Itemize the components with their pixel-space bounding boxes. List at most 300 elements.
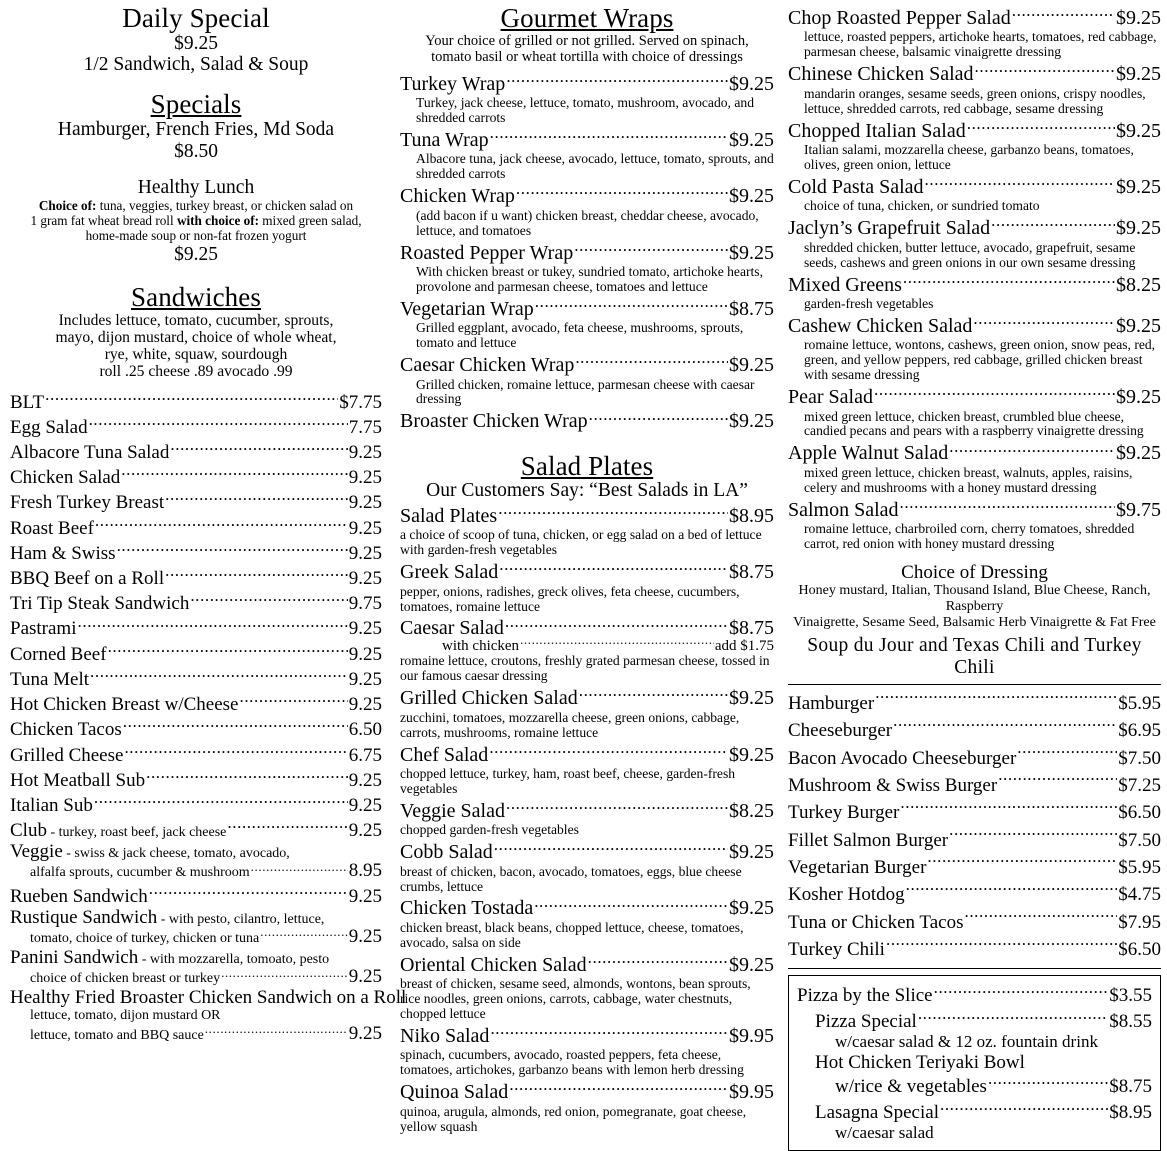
- dot-leader: [117, 540, 348, 559]
- item-price: $9.25: [1116, 119, 1161, 142]
- menu-item-row: [400, 1022, 774, 1048]
- dot-leader: [1012, 4, 1115, 24]
- panini-name: Panini Sandwich: [10, 947, 139, 969]
- item-name: Roasted Pepper Wrap: [400, 241, 574, 264]
- dot-leader: [886, 936, 1117, 955]
- item-price: 7.75: [348, 416, 382, 438]
- dot-leader: [906, 881, 1118, 900]
- item-name: Caesar Salad: [400, 617, 504, 640]
- dot-leader: [949, 439, 1115, 459]
- menu-item-row: [400, 182, 774, 208]
- burger-list: [788, 690, 1161, 964]
- item-price: 9.25: [348, 618, 382, 640]
- dot-leader: [975, 60, 1115, 80]
- addon-price: add $1.75: [714, 637, 774, 654]
- menu-item-row: [788, 881, 1161, 908]
- salad-plate-list: [400, 502, 774, 1135]
- item-name: Chop Roasted Pepper Salad: [788, 7, 1011, 29]
- menu-item-row: [10, 590, 382, 615]
- menu-item-panini: [10, 948, 382, 988]
- dot-leader: [165, 489, 348, 508]
- menu-item-club: [10, 817, 382, 842]
- dot-leader: [903, 271, 1115, 291]
- menu-item-broaster-chicken-sandwich: [10, 987, 407, 1045]
- dressing-line-2: Vinaigrette, Sesame Seed, Balsamic Herb Vinaigrette & Fat Free: [793, 615, 1156, 631]
- item-price: $9.25: [729, 841, 774, 864]
- menu-item-row: [400, 684, 774, 710]
- dot-leader: [498, 502, 728, 522]
- item-name: Tuna Melt: [10, 668, 90, 690]
- item-price: 9.25: [348, 492, 382, 514]
- item-description: chopped lettuce, turkey, ham, roast beef, cheese, garden-fresh vegetables: [400, 765, 736, 796]
- panini-price: 9.25: [348, 966, 382, 988]
- dot-leader: [949, 827, 1117, 846]
- club-price: 9.25: [348, 820, 382, 842]
- item-name: Cashew Chicken Salad: [788, 314, 973, 337]
- dot-leader: [494, 838, 728, 858]
- item-name: Chicken Salad: [10, 467, 121, 489]
- dot-leader: [1017, 745, 1117, 764]
- item-price: $9.25: [729, 410, 774, 433]
- item-price: $9.95: [729, 1025, 774, 1048]
- addon-row: [400, 635, 774, 655]
- dot-leader: [121, 464, 347, 483]
- menu-item-row: [400, 70, 774, 96]
- item-description: Turkey, jack cheese, lettuce, tomato, mushroom, avocado, and shredded carrots: [416, 95, 754, 125]
- item-description: shredded chicken, butter lettuce, avocado, grapefruit, sesame seeds, cashews and green onions in our own sesame dressing: [804, 239, 1136, 270]
- dot-leader: [940, 1099, 1108, 1118]
- veggie-sub1: - swiss & jack cheese, tomato, avocado,: [62, 846, 290, 862]
- item-name: Mushroom & Swiss Burger: [788, 774, 998, 796]
- addon-label: with chicken: [442, 637, 520, 654]
- item-name: Apple Walnut Salad: [788, 442, 949, 465]
- menu-item-row: [10, 565, 382, 590]
- dressing-title: Choice of Dressing: [901, 562, 1048, 584]
- item-price: 9.25: [348, 769, 382, 791]
- item-price: 9.25: [348, 441, 382, 463]
- item-price: 9.25: [348, 694, 382, 716]
- broaster-sub2: lettuce, tomato and BBQ sauce: [30, 1027, 204, 1043]
- item-price: $9.25: [1116, 442, 1161, 465]
- daily-special-price: $9.25: [174, 32, 218, 54]
- menu-item-lasagna-special: [797, 1099, 1152, 1124]
- item-price: $8.25: [729, 799, 774, 822]
- item-price: 9.25: [348, 568, 382, 590]
- menu-item-row: [788, 117, 1161, 143]
- item-description: Grilled eggplant, avocado, feta cheese, mushrooms, sprouts, tomato and lettuce: [416, 320, 744, 351]
- menu-item-row: [400, 351, 774, 377]
- menu-item-row: [788, 909, 1161, 936]
- lasagna-price: $8.95: [1109, 1101, 1152, 1123]
- item-price: $9.25: [1116, 217, 1161, 240]
- dot-leader: [579, 684, 728, 704]
- menu-item-row: [10, 615, 382, 640]
- menu-item-row: [10, 414, 382, 439]
- item-description: choice of tuna, chicken, or sundried tomato: [804, 198, 1040, 214]
- menu-item-teriyaki-bowl: [797, 1073, 1152, 1098]
- veggie-name: Veggie: [10, 841, 63, 863]
- rustique-sub2: tomato, choice of turkey, chicken or tuna: [30, 930, 260, 946]
- item-name: Hot Meatball Sub: [10, 769, 146, 791]
- item-description: zucchini, tomatoes, mozzarella cheese, green onions, cabbage, carrots, mushrooms, romaine lettuce: [400, 709, 740, 740]
- item-name: Tuna Wrap: [400, 128, 489, 151]
- item-name: Hamburger: [788, 692, 875, 714]
- menu-item-row: [10, 439, 382, 464]
- item-name: Quinoa Salad: [400, 1081, 509, 1104]
- healthy-lunch-line3: home-made soup or non-fat frozen yogurt: [85, 228, 307, 244]
- item-name: Turkey Wrap: [400, 72, 506, 95]
- dot-leader: [108, 641, 348, 660]
- menu-item-row: [788, 496, 1161, 522]
- right-salad-list: [788, 4, 1161, 552]
- dot-leader: [967, 117, 1115, 137]
- menu-item-row: [400, 502, 774, 528]
- item-name: Turkey Chili: [788, 939, 885, 961]
- divider-rule: [788, 684, 1161, 685]
- salad-plates-title: Salad Plates: [520, 450, 654, 481]
- rustique-name: Rustique Sandwich: [10, 906, 158, 928]
- dot-leader: [190, 590, 347, 609]
- dot-leader: [260, 928, 348, 942]
- teriyaki-desc: w/rice & vegetables: [835, 1076, 987, 1098]
- dot-leader: [239, 691, 347, 710]
- item-description: lettuce, roasted peppers, artichoke hearts, tomatoes, red cabbage, parmesan cheese, balsamic vinaigrette dressing: [804, 29, 1157, 60]
- panini-sub1: - with mozzarella, tomoato, pesto: [138, 952, 330, 968]
- menu-item-pizza-by-the-slice: [797, 982, 1152, 1007]
- item-description: breast of chicken, sesame seed, almonds, wontons, bean sprouts, rice noodles, green onions, carrots, cabbage, water chestnuts, chopped lettuce: [400, 976, 751, 1022]
- item-name: Fresh Turkey Breast: [10, 492, 165, 514]
- menu-item-row: [10, 489, 382, 514]
- item-name: Tuna or Chicken Tacos: [788, 911, 964, 933]
- item-price: $8.95: [729, 504, 774, 527]
- healthy-lunch-line2-bold: with choice of:: [176, 213, 259, 229]
- dot-leader: [575, 351, 728, 371]
- item-description: spinach, cucumbers, avocado, roasted peppers, feta cheese, tomatoes, artichokes, garbanzo beans with lemon herb dressing: [400, 1047, 744, 1078]
- item-name: Cold Pasta Salad: [788, 175, 924, 198]
- menu-item-row: [788, 439, 1161, 465]
- item-price: $9.25: [1116, 63, 1161, 86]
- menu-item-row: [788, 745, 1161, 772]
- item-description: a choice of scoop of tuna, chicken, or egg salad on a bed of lettuce with garden-fresh vegetables: [400, 527, 762, 558]
- dot-leader: [520, 635, 714, 650]
- menu-item-row: [400, 558, 774, 584]
- dot-leader: [991, 214, 1115, 234]
- item-description: With chicken breast or tukey, sundried tomato, artichoke hearts, provolone and parmesan cheese, tomatoes and lettuce: [416, 263, 763, 294]
- dot-leader: [934, 982, 1109, 1001]
- item-name: Salad Plates: [400, 504, 498, 527]
- item-name: Broaster Chicken Wrap: [400, 410, 588, 433]
- menu-item-row: [788, 60, 1161, 86]
- healthy-lunch-line2-a: 1 gram fat wheat bread roll: [30, 213, 177, 229]
- menu-item-row: [10, 540, 382, 565]
- dot-leader: [94, 792, 348, 811]
- item-name: Italian Sub: [10, 795, 93, 816]
- dot-leader: [918, 1008, 1108, 1027]
- item-price: 9.25: [348, 467, 382, 489]
- item-price: $9.25: [1116, 386, 1161, 409]
- item-name: Hot Chicken Breast w/Cheese: [10, 694, 239, 716]
- menu-item-row: [10, 515, 382, 540]
- broaster-name: Healthy Fried Broaster Chicken Sandwich on a Roll: [10, 987, 407, 1009]
- item-name: Cobb Salad: [400, 841, 493, 864]
- sandwiches-note-1: Includes lettuce, tomato, cucumber, sprouts,: [58, 311, 334, 329]
- dot-leader: [490, 126, 728, 146]
- dot-leader: [964, 909, 1117, 928]
- item-price: 6.75: [348, 744, 382, 766]
- dot-leader: [146, 767, 348, 786]
- item-price: $4.75: [1118, 884, 1161, 906]
- rueben-name: Rueben Sandwich: [10, 885, 148, 907]
- menu-item-row: [10, 767, 382, 792]
- dot-leader: [45, 389, 338, 408]
- lasagna-desc: w/caesar salad: [835, 1122, 934, 1142]
- item-price: 9.75: [348, 593, 382, 615]
- item-price: $8.75: [729, 617, 774, 640]
- item-price: $7.50: [1118, 829, 1161, 851]
- item-price: $9.25: [1116, 314, 1161, 337]
- gourmet-wraps-title: Gourmet Wraps: [500, 3, 674, 33]
- dot-leader: [900, 799, 1117, 818]
- item-name: Kosher Hotdog: [788, 884, 905, 906]
- item-name: Chicken Wrap: [400, 185, 515, 208]
- menu-item-row: [788, 772, 1161, 799]
- item-description: romaine lettuce, wontons, cashews, green onion, snow peas, red, green, and yellow peppers, red cabbage, grilled chicken breast with sesame dressing: [804, 337, 1156, 383]
- item-description: quinoa, arugula, almonds, red onion, pomegranate, goat cheese, yellow squash: [400, 1103, 747, 1134]
- soup-du-jour-line: Soup du Jour and Texas Chili and Turkey Chili: [807, 635, 1142, 678]
- item-description: romaine lettuce, charbroiled corn, cherry tomatoes, shredded carrot, red onion with honey mustard dressing: [804, 521, 1135, 552]
- item-description: breast of chicken, bacon, avocado, tomatoes, eggs, blue cheese crumbs, lettuce: [400, 863, 742, 894]
- menu-item-row: [788, 173, 1161, 199]
- item-price: $9.25: [729, 128, 774, 151]
- item-name: Chinese Chicken Salad: [788, 63, 974, 86]
- dot-leader: [927, 854, 1117, 873]
- divider-rule: [788, 968, 1161, 969]
- item-description: (add bacon if u want) chicken breast, cheddar cheese, avocado, lettuce, and tomatoes: [416, 207, 759, 238]
- item-price: $9.25: [729, 743, 774, 766]
- rustique-price: 9.25: [348, 925, 382, 947]
- menu-item-row: [10, 742, 382, 767]
- dot-leader: [124, 742, 347, 761]
- item-name: Chicken Tostada: [400, 897, 534, 920]
- club-name: Club: [10, 820, 47, 842]
- menu-item-row: [400, 126, 774, 152]
- menu-item-row: [10, 792, 382, 817]
- dot-leader: [227, 817, 347, 836]
- pizza-special-name: Pizza Special: [815, 1010, 917, 1032]
- menu-item-row: [400, 894, 774, 920]
- item-price: 9.25: [348, 795, 382, 816]
- menu-item-row: [788, 854, 1161, 881]
- dot-leader: [588, 951, 728, 971]
- wraps-note-1: Your choice of grilled or not grilled. Served on spinach,: [425, 32, 749, 49]
- dot-leader: [221, 968, 348, 982]
- item-price: $5.95: [1118, 856, 1161, 878]
- sandwiches-note-4: roll .25 cheese .89 avocado .99: [99, 363, 293, 381]
- item-price: $7.25: [1118, 774, 1161, 796]
- dot-leader: [165, 565, 348, 584]
- item-price: 9.25: [348, 542, 382, 564]
- item-price: $7.50: [1118, 747, 1161, 769]
- item-description: mandarin oranges, sesame seeds, green onions, crispy noodles, lettuce, shredded carrots, red cabbage, sesame dressing: [804, 85, 1146, 116]
- healthy-lunch-line2: [10, 213, 382, 228]
- item-name: Fillet Salmon Burger: [788, 829, 949, 851]
- dot-leader: [490, 1022, 728, 1042]
- item-description: Grilled chicken, romaine lettuce, parmesan cheese with caesar dressing: [416, 376, 755, 407]
- dot-leader: [170, 439, 347, 458]
- menu-item-row: [400, 838, 774, 864]
- dot-leader: [516, 182, 728, 202]
- item-name: Pastrami: [10, 618, 77, 640]
- item-description: garden-fresh vegetables: [804, 295, 934, 311]
- healthy-lunch-line1: [10, 198, 382, 213]
- wrap-list: [400, 70, 774, 434]
- item-description: mixed green lettuce, chicken breast, walnuts, apples, raisins, celery and mushrooms with a honey mustard dressing: [804, 464, 1133, 495]
- item-name: Salmon Salad: [788, 498, 899, 521]
- dot-leader: [988, 1073, 1108, 1092]
- item-name: Bacon Avocado Cheeseburger: [788, 747, 1017, 769]
- menu-item-row: [10, 691, 382, 716]
- column-left: [0, 0, 407, 1044]
- panini-sub2: choice of chicken breast or turkey: [30, 971, 221, 987]
- item-description: Italian salami, mozzarella cheese, garbanzo beans, tomatoes, olives, green onion, lettuce: [804, 141, 1134, 172]
- item-name: Egg Salad: [10, 416, 88, 438]
- dot-leader: [900, 496, 1115, 516]
- dot-leader: [874, 383, 1115, 403]
- daily-special-title: Daily Special: [122, 3, 270, 33]
- item-price: $9.25: [729, 354, 774, 377]
- item-name: Chef Salad: [400, 743, 489, 766]
- item-description: romaine lettuce, croutons, freshly grated parmesan cheese, tossed in our famous caesar dressing: [400, 653, 770, 684]
- item-price: $7.95: [1118, 911, 1161, 933]
- dot-leader: [505, 614, 728, 634]
- dot-leader: [535, 295, 728, 315]
- item-name: Greek Salad: [400, 561, 499, 584]
- menu-item-row: [788, 690, 1161, 717]
- dot-leader: [205, 1025, 348, 1039]
- teriyaki-name: Hot Chicken Teriyaki Bowl: [815, 1051, 1025, 1073]
- item-name: Niko Salad: [400, 1025, 490, 1048]
- dot-leader: [998, 772, 1117, 791]
- item-name: Turkey Burger: [788, 802, 900, 824]
- menu-item-row: [400, 239, 774, 265]
- dot-leader: [251, 862, 348, 876]
- healthy-lunch-price: $9.25: [174, 243, 218, 265]
- item-price: $7.75: [339, 391, 382, 413]
- item-name: Veggie Salad: [400, 799, 505, 822]
- item-price: $9.25: [729, 687, 774, 710]
- menu-item-rueben: [10, 883, 382, 908]
- item-price: $9.25: [1116, 7, 1161, 29]
- dot-leader: [95, 515, 348, 534]
- menu-item-row: [400, 1078, 774, 1104]
- item-price: $9.25: [729, 185, 774, 208]
- dot-leader: [90, 666, 348, 685]
- menu-item-veggie: [10, 842, 382, 882]
- rustique-sub1: - with pesto, cilantro, lettuce,: [157, 911, 325, 927]
- dot-leader: [893, 717, 1117, 736]
- item-price: 9.25: [348, 668, 382, 690]
- sandwich-list: [10, 389, 382, 818]
- item-price: $8.75: [729, 297, 774, 320]
- dot-leader: [574, 239, 728, 259]
- item-description: chopped garden-fresh vegetables: [400, 822, 579, 838]
- item-name: Grilled Cheese: [10, 744, 124, 766]
- menu-item-row: [400, 951, 774, 977]
- item-price: $6.50: [1118, 939, 1161, 961]
- dressing-line-1: Honey mustard, Italian, Thousand Island, Blue Cheese, Ranch, Raspberry: [798, 583, 1151, 615]
- item-name: Jaclyn’s Grapefruit Salad: [788, 217, 991, 240]
- item-name: Vegetarian Burger: [788, 856, 927, 878]
- item-name: Caesar Chicken Wrap: [400, 354, 575, 377]
- menu-item-pizza-special: [797, 1008, 1152, 1033]
- dot-leader: [925, 173, 1115, 193]
- menu-item-row: [10, 641, 382, 666]
- menu-item-row: [400, 797, 774, 823]
- dot-leader: [123, 716, 348, 735]
- column-middle: [392, 0, 780, 1134]
- veggie-sub2: alfalfa sprouts, cucumber & mushroom: [30, 865, 250, 881]
- item-price: $9.25: [729, 897, 774, 920]
- lasagna-name: Lasagna Special: [815, 1101, 939, 1123]
- pizza-special-price: $8.55: [1109, 1010, 1152, 1032]
- dot-leader: [499, 558, 728, 578]
- item-price: $9.25: [729, 72, 774, 95]
- item-name: Tri Tip Steak Sandwich: [10, 593, 190, 615]
- menu-item-row: [788, 4, 1161, 30]
- healthy-lunch-line1-bold: Choice of:: [38, 198, 97, 214]
- broaster-price: 9.25: [348, 1022, 382, 1044]
- wraps-note-2: tomato basil or wheat tortilla with choice of dressings: [431, 49, 743, 66]
- item-price: $5.95: [1118, 692, 1161, 714]
- menu-item-row: [788, 312, 1161, 338]
- dot-leader: [509, 1078, 728, 1098]
- dot-leader: [973, 312, 1115, 332]
- dot-leader: [89, 414, 348, 433]
- dot-leader: [489, 741, 728, 761]
- specials-price: $8.50: [174, 140, 218, 162]
- healthy-lunch-line1-rest: tuna, veggies, turkey breast, or chicken salad on: [96, 198, 354, 214]
- veggie-price: 8.95: [348, 860, 382, 882]
- item-name: Cheeseburger: [788, 720, 893, 742]
- item-description: pepper, onions, radishes, greck olives, feta cheese, cucumbers, tomatoes, romaine lettuce: [400, 583, 740, 614]
- club-sub: - turkey, roast beef, jack cheese: [46, 825, 227, 841]
- dot-leader: [506, 70, 728, 90]
- menu-item-row: [788, 214, 1161, 240]
- item-price: $8.75: [729, 561, 774, 584]
- sandwiches-title: Sandwiches: [131, 282, 261, 313]
- menu-item-row: [788, 271, 1161, 297]
- menu-item-row: [400, 295, 774, 321]
- item-name: Ham & Swiss: [10, 542, 116, 564]
- item-name: Albacore Tuna Salad: [10, 441, 170, 463]
- menu-item-row: [788, 717, 1161, 744]
- item-price: $9.25: [729, 241, 774, 264]
- specials-title: Specials: [150, 89, 242, 120]
- menu-item-row: [788, 827, 1161, 854]
- dot-leader: [149, 883, 348, 902]
- pizza-special-desc: w/caesar salad & 12 oz. fountain drink: [835, 1031, 1098, 1051]
- item-name: BLT: [10, 391, 45, 413]
- sandwiches-note-2: mayo, dijon mustard, choice of whole wheat,: [55, 329, 337, 347]
- dot-leader: [589, 407, 728, 427]
- column-right: [780, 0, 1167, 1142]
- menu-item-row: [400, 741, 774, 767]
- menu-item-row: [788, 383, 1161, 409]
- dot-leader: [506, 797, 728, 817]
- item-price: $6.95: [1118, 720, 1161, 742]
- teriyaki-price: $8.75: [1109, 1076, 1152, 1098]
- menu-item-row: [10, 389, 382, 414]
